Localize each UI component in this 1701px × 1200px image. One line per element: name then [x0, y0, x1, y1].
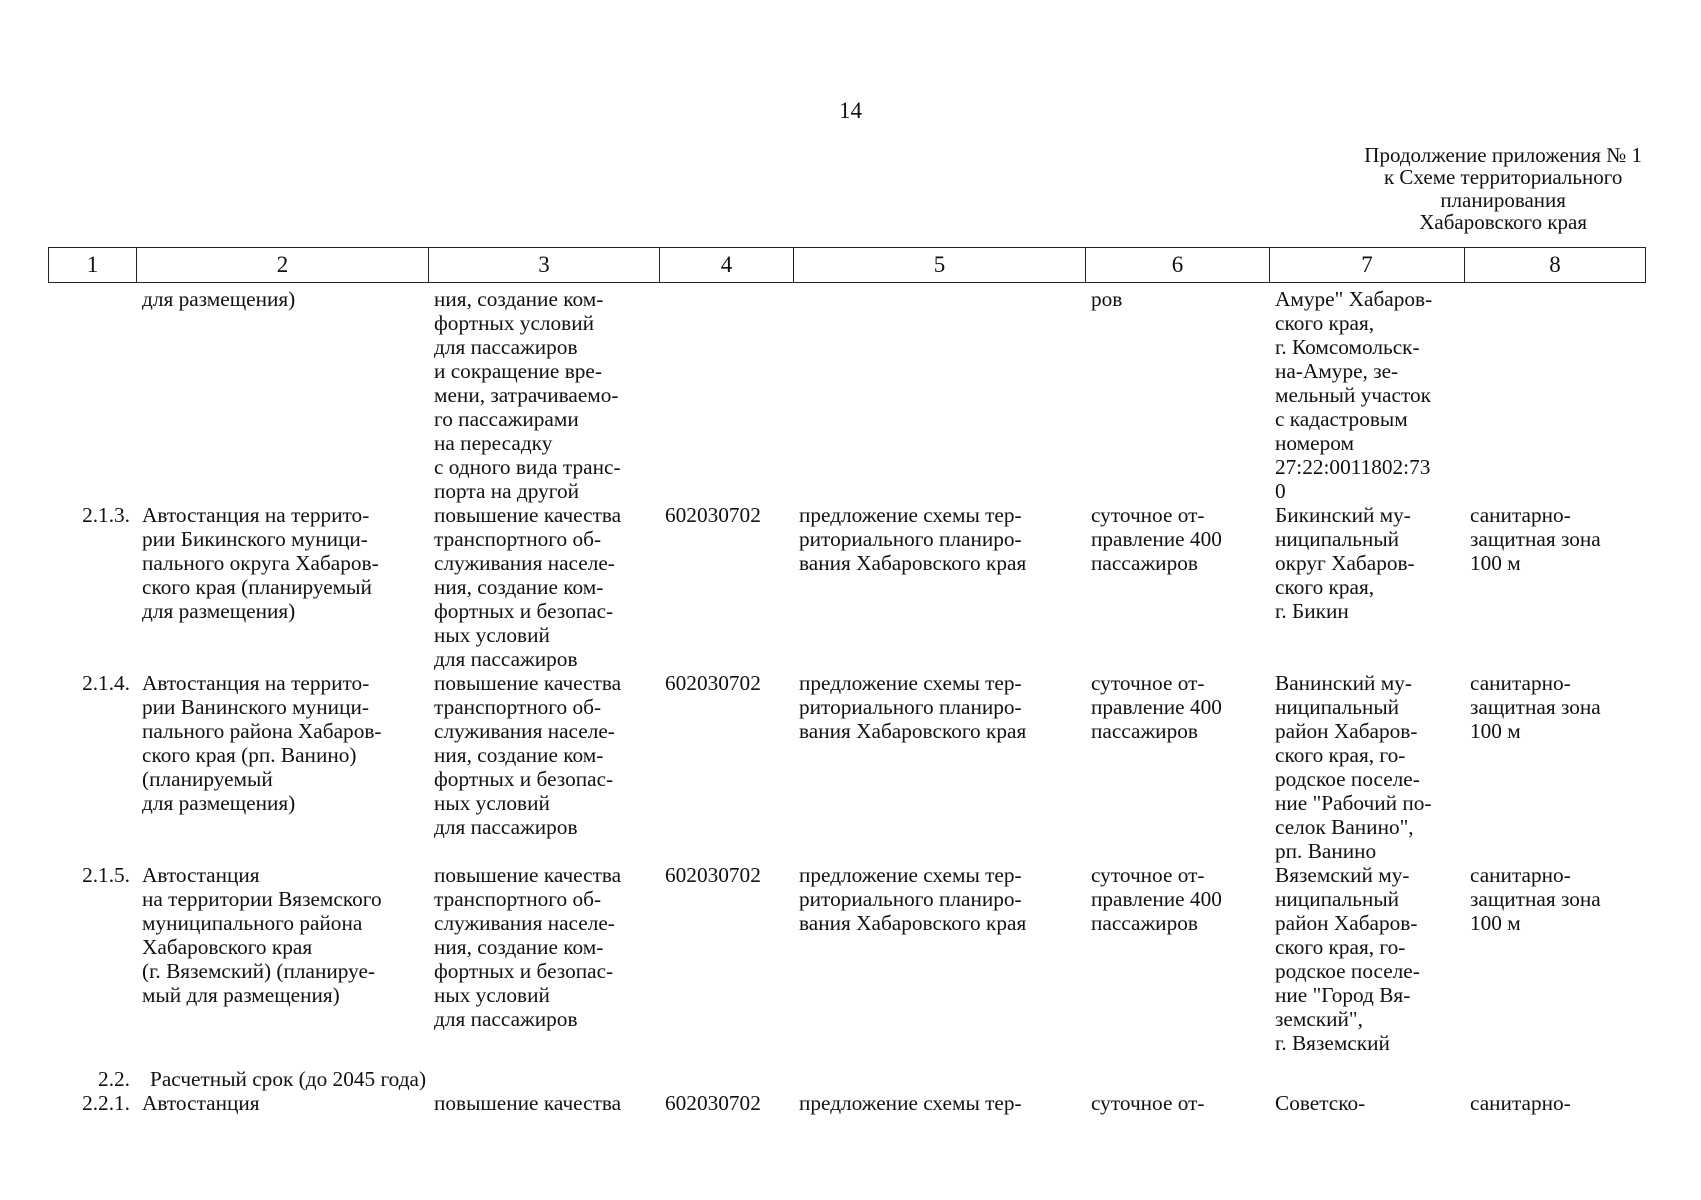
- object-zone: санитарно- защитная зона 100 м: [1470, 503, 1601, 575]
- column-header: 1: [49, 248, 137, 283]
- objects-table: [48, 287, 1645, 1115]
- object-purpose: повышение качества: [434, 1091, 622, 1115]
- object-basis: [793, 287, 1085, 503]
- appendix-note-line: планирования: [1440, 187, 1566, 212]
- object-capacity: суточное от- правление 400 пассажиров: [1091, 503, 1222, 575]
- object-name: Автостанция на террито- рии Бикинского муници- пального округа Хабаров- ского края (планируемый для размещения): [142, 503, 379, 623]
- table-row: [48, 863, 1645, 1055]
- table-row: [48, 503, 1645, 671]
- object-capacity: ров: [1091, 287, 1123, 311]
- object-capacity: суточное от-: [1091, 1091, 1205, 1115]
- object-name: Автостанция на территории Вяземского муниципального района Хабаровского края (г. Вяземский) (планируе- мый для размещения): [142, 863, 382, 1007]
- appendix-note-line: Продолжение приложения № 1: [1364, 143, 1642, 167]
- page-number: 14: [839, 98, 862, 123]
- row-number: 2.1.3.: [82, 503, 130, 527]
- column-header: 4: [660, 248, 794, 283]
- section-title: Расчетный срок (до 2045 года): [150, 1067, 427, 1091]
- appendix-note-line: Хабаровского края: [1419, 210, 1588, 235]
- object-location: Ванинский му- ниципальный район Хабаров- ского края, го- родское поселе- ние "Рабочий по- селок Ванино", рп. Ванино: [1275, 671, 1432, 863]
- appendix-note-line: к Схеме территориального: [1383, 165, 1623, 190]
- object-basis: предложение схемы тер- риториального планиро- вания Хабаровского края: [799, 503, 1027, 575]
- object-purpose: повышение качества транспортного об- служивания населе- ния, создание ком- фортных и безопас- ных условий для пассажиров: [434, 863, 622, 1031]
- column-header: 8: [1465, 248, 1646, 283]
- column-header: 2: [137, 248, 429, 283]
- object-location: Вяземский му- ниципальный район Хабаров- ского края, го- родское поселе- ние "Город Вя- земский", г. Вяземский: [1275, 863, 1420, 1055]
- row-number: 2.1.4.: [82, 671, 130, 695]
- row-number: 2.1.5.: [82, 863, 130, 887]
- object-capacity: суточное от- правление 400 пассажиров: [1091, 863, 1222, 935]
- object-purpose: повышение качества транспортного об- служивания населе- ния, создание ком- фортных и безопас- ных условий для пассажиров: [434, 671, 622, 839]
- column-header: 6: [1086, 248, 1270, 283]
- appendix-note: [1364, 144, 1642, 234]
- column-header-table: [48, 247, 1646, 283]
- object-name: для размещения): [142, 287, 296, 311]
- object-basis: предложение схемы тер- риториального планиро- вания Хабаровского края: [799, 863, 1027, 935]
- section-row: [48, 1055, 1645, 1091]
- object-code: 602030702: [665, 1091, 761, 1115]
- object-zone: санитарно- защитная зона 100 м: [1470, 671, 1601, 743]
- object-location: Бикинский му- ниципальный округ Хабаров- ского края, г. Бикин: [1275, 503, 1415, 623]
- object-code: 602030702: [665, 671, 761, 695]
- column-header: 7: [1270, 248, 1465, 283]
- object-zone: санитарно-: [1470, 1091, 1571, 1115]
- object-basis: предложение схемы тер-: [799, 1091, 1022, 1115]
- object-code: [659, 287, 793, 503]
- column-header: 5: [794, 248, 1086, 283]
- object-capacity: суточное от- правление 400 пассажиров: [1091, 671, 1222, 743]
- table-row: [48, 1091, 1645, 1115]
- object-zone: санитарно- защитная зона 100 м: [1470, 863, 1601, 935]
- object-location: Амуре" Хабаров- ского края, г. Комсомольск- на-Амуре, зе- мельный участок с кадастровым номером 27:22:0011802:73 0: [1275, 287, 1433, 503]
- table-row: [48, 671, 1645, 863]
- object-name: Автостанция: [142, 1091, 260, 1115]
- object-code: 602030702: [665, 863, 761, 887]
- object-purpose: повышение качества транспортного об- служивания населе- ния, создание ком- фортных и безопас- ных условий для пассажиров: [434, 503, 622, 671]
- object-name: Автостанция на террито- рии Ванинского муници- пального района Хабаров- ского края (рп. Ванино) (планируемый для размещения): [142, 671, 382, 815]
- column-header: 3: [429, 248, 660, 283]
- object-zone: [1464, 287, 1645, 503]
- row-number: [48, 287, 136, 503]
- object-location: Советско-: [1275, 1091, 1366, 1115]
- table-row: [48, 287, 1645, 503]
- section-number: 2.2.: [98, 1067, 130, 1091]
- row-number: 2.2.1.: [82, 1091, 130, 1115]
- object-basis: предложение схемы тер- риториального планиро- вания Хабаровского края: [799, 671, 1027, 743]
- object-purpose: ния, создание ком- фортных условий для пассажиров и сокращение вре- мени, затрачиваемо- го пассажирами на пересадку с одного вида транс- порта на другой: [434, 287, 621, 503]
- column-header-row: [49, 248, 1646, 283]
- object-code: 602030702: [665, 503, 761, 527]
